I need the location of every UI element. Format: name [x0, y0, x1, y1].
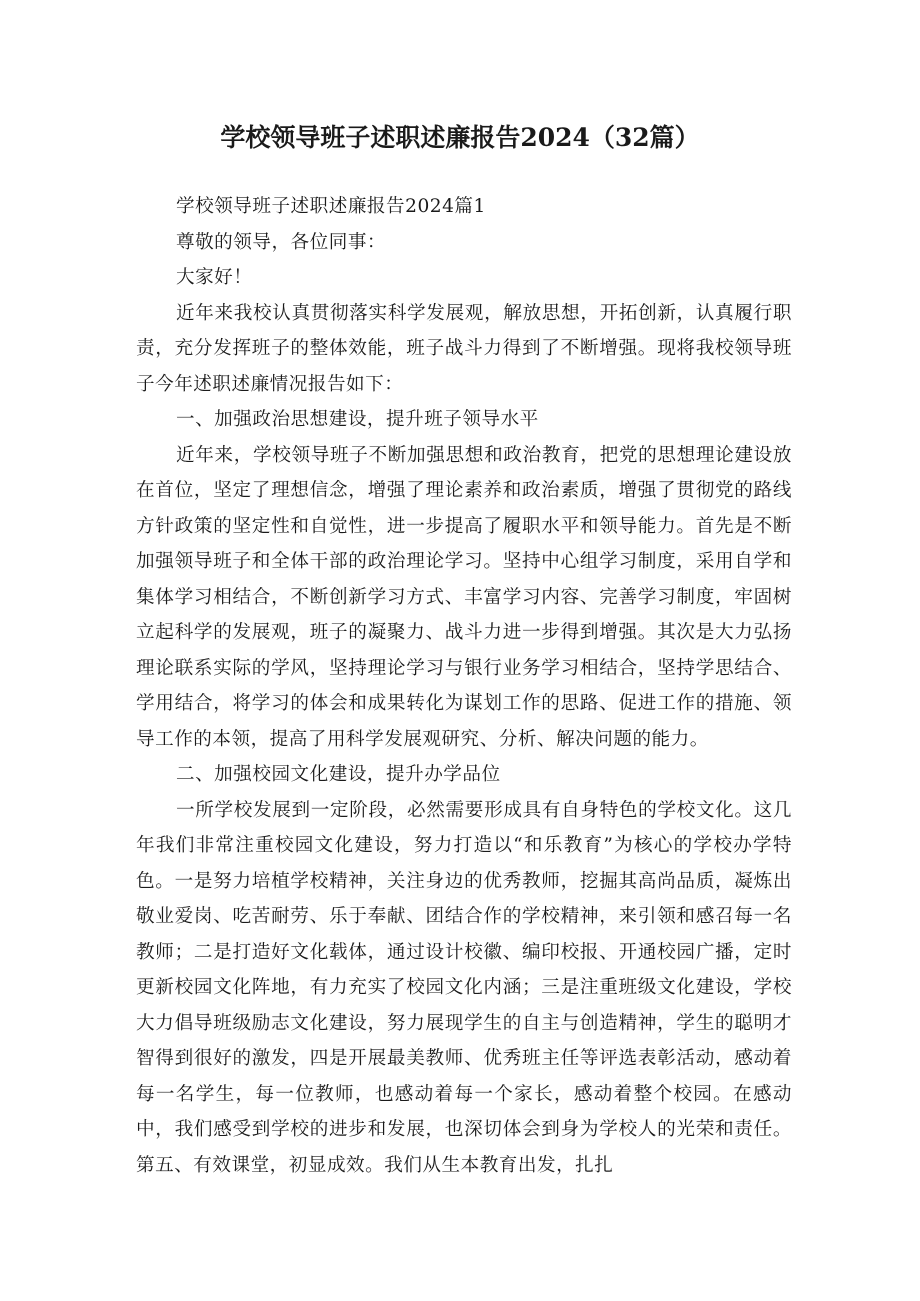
paragraph-campus-culture: 一所学校发展到一定阶段，必然需要形成具有自身特色的学校文化。这几年我们非常注重校园文化建设，努力打造以“和乐教育”为核心的学校办学特色。一是努力培植学校精神，关注身边的优秀教师，挖掘其高尚品质，凝炼出敬业爱岗、吃苦耐劳、乐于奉献、团结合作的学校精神，来引领和感召每一名教师；二是打造好文化载体，通过设计校徽、编印校报、开通校园广播，定时更新校园文化阵地，有力充实了校园文化内涵；三是注重班级文化建设，学校大力倡导班级励志文化建设，努力展现学生的自主与创造精神，学生的聪明才智得到很好的激发，四是开展最美教师、优秀班主任等评选表彰活动，感动着每一名学生，每一位教师，也感动着每一个家长，感动着整个校园。在感动中，我们感受到学校的进步和发展，也深切体会到身为学校人的光荣和责任。第五、有效课堂，初显成效。我们从生本教育出发，扎扎: [136, 799, 792, 1176]
paragraph-political-building: 近年来，学校领导班子不断加强思想和政治教育，把党的思想理论建设放在首位，坚定了理想信念，增强了理论素养和政治素质，增强了贯彻党的路线方针政策的坚定性和自觉性，进一步提高了履职水平和领导能力。首先是不断加强领导班子和全体干部的政治理论学习。坚持中心组学习制度，采用自学和集体学习相结合，不断创新学习方式、丰富学习内容、完善学习制度，牢固树立起科学的发展观，班子的凝聚力、战斗力进一步得到增强。其次是大力弘扬理论联系实际的学风，坚持理论学习与银行业务学习相结合，坚持学思结合、学用结合，将学习的体会和成果转化为谋划工作的思路、促进工作的措施、领导工作的本领，提高了用科学发展观研究、分析、解决问题的能力。: [136, 444, 792, 750]
intro-paragraph: 近年来我校认真贯彻落实科学发展观，解放思想，开拓创新，认真履行职责，充分发挥班子的整体效能，班子战斗力得到了不断增强。现将我校领导班子今年述职述廉情况报告如下：: [136, 302, 792, 395]
heading-campus-culture: 二、加强校园文化建设，提升办学品位: [175, 764, 501, 785]
section-heading: 学校领导班子述职述廉报告2024篇1: [175, 196, 486, 217]
document-title: 学校领导班子述职述廉报告2024（32篇）: [220, 123, 700, 152]
salutation: 尊敬的领导，各位同事：: [175, 231, 387, 253]
heading-political-building: 一、加强政治思想建设，提升班子领导水平: [175, 409, 539, 430]
greeting: 大家好！: [175, 267, 253, 288]
document-body: [136, 189, 792, 1183]
